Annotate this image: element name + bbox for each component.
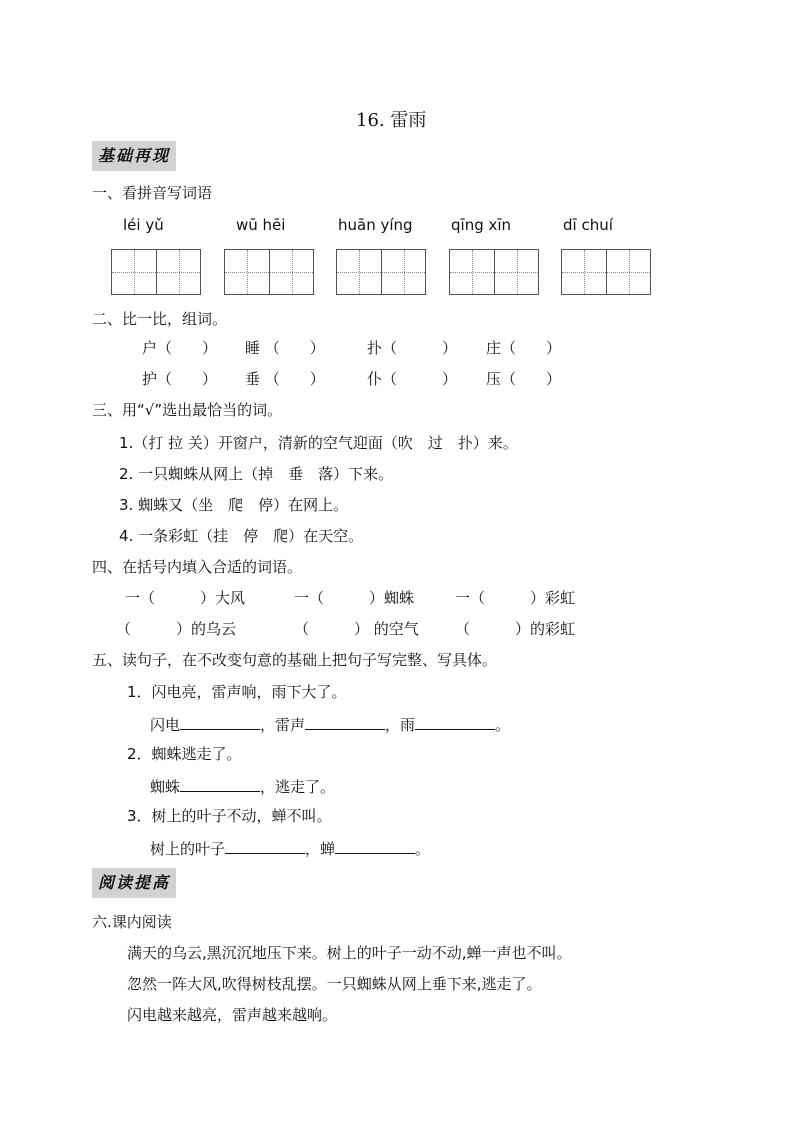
q3-item: 2. 一只蜘蛛从网上（掉 垂 落）下来。 [119, 465, 394, 483]
q4-item: （ ） 的空气 [294, 620, 419, 638]
q2-item: 护（ ） [142, 370, 218, 388]
answer-blank[interactable] [305, 713, 385, 730]
q5-fill-1 [150, 713, 510, 735]
q4-item: 一（ ）大风 [125, 589, 246, 607]
fill-text: ，雨 [385, 716, 416, 734]
q2-item: 垂 （ ） [245, 370, 325, 388]
q5-fill-2 [150, 775, 335, 797]
q2-item: 扑（ ） [367, 339, 458, 357]
fill-text: 。 [415, 840, 431, 858]
pinyin-2: wū hēi [236, 216, 286, 234]
q2-item: 户（ ） [142, 339, 218, 357]
q2-item: 仆（ ） [367, 370, 458, 388]
q2-item: 庄（ ） [486, 339, 562, 357]
writing-grid-1[interactable] [111, 249, 201, 295]
q2-item: 睡 （ ） [245, 339, 325, 357]
reading-line: 满天的乌云,黑沉沉地压下来。树上的叶子一动不动,蝉一声也不叫。 [127, 944, 572, 962]
q5-sentence-1: 1．闪电亮，雷声响，雨下大了。 [127, 683, 347, 701]
q4-item: 一（ ）彩虹 [455, 589, 576, 607]
q4-heading: 四、在括号内填入合适的词语。 [92, 558, 303, 576]
q1-heading: 一、看拼音写词语 [92, 184, 213, 202]
fill-text: 。 [495, 716, 511, 734]
q5-sentence-2: 2．蜘蛛逃走了。 [127, 745, 242, 763]
q2-item: 压（ ） [486, 370, 562, 388]
writing-grid-3[interactable] [336, 249, 426, 295]
pinyin-4: qīng xīn [451, 216, 512, 234]
fill-text: 蜘蛛 [150, 778, 181, 796]
fill-text: ，逃走了。 [260, 778, 336, 796]
answer-blank[interactable] [225, 837, 305, 854]
fill-text: 闪电 [150, 716, 181, 734]
q3-item: 4. 一条彩虹（挂 停 爬）在天空。 [119, 527, 364, 545]
q5-sentence-3: 3．树上的叶子不动，蝉不叫。 [127, 807, 332, 825]
q5-fill-3 [150, 837, 430, 859]
answer-blank[interactable] [335, 837, 415, 854]
q4-item: （ ）的乌云 [116, 620, 237, 638]
writing-grid-4[interactable] [449, 249, 539, 295]
answer-blank[interactable] [415, 713, 495, 730]
fill-text: ，雷声 [260, 716, 306, 734]
q3-item: 3. 蜘蛛又（坐 爬 停）在网上。 [119, 496, 349, 514]
q4-item: （ ）的彩虹 [455, 620, 576, 638]
writing-grid-2[interactable] [224, 249, 314, 295]
fill-text: 树上的叶子 [150, 840, 226, 858]
answer-blank[interactable] [180, 775, 260, 792]
fill-text: ，蝉 [305, 840, 336, 858]
q6-heading: 六.课内阅读 [92, 913, 172, 931]
section-banner-reading: 阅读提高 [92, 868, 176, 898]
answer-blank[interactable] [180, 713, 260, 730]
pinyin-3: huān yíng [338, 216, 413, 234]
q5-heading: 五、读句子，在不改变句意的基础上把句子写完整、写具体。 [92, 651, 498, 669]
reading-line: 闪电越来越亮，雷声越来越响。 [127, 1006, 338, 1024]
pinyin-1: léi yǔ [123, 216, 164, 234]
q4-item: 一（ ）蜘蛛 [294, 589, 415, 607]
section-banner-basics: 基础再现 [92, 141, 176, 171]
page-title: 16. 雷雨 [356, 110, 427, 131]
writing-grid-5[interactable] [561, 249, 651, 295]
q3-heading: 三、用“√”选出最恰当的词。 [92, 401, 283, 419]
pinyin-5: dī chuí [563, 216, 613, 234]
reading-line: 忽然一阵大风,吹得树枝乱摆。一只蜘蛛从网上垂下来,逃走了。 [127, 975, 542, 993]
q3-item: 1.（打 拉 关）开窗户，清新的空气迎面（吹 过 扑）来。 [119, 434, 518, 452]
q2-heading: 二、比一比，组词。 [92, 310, 228, 328]
